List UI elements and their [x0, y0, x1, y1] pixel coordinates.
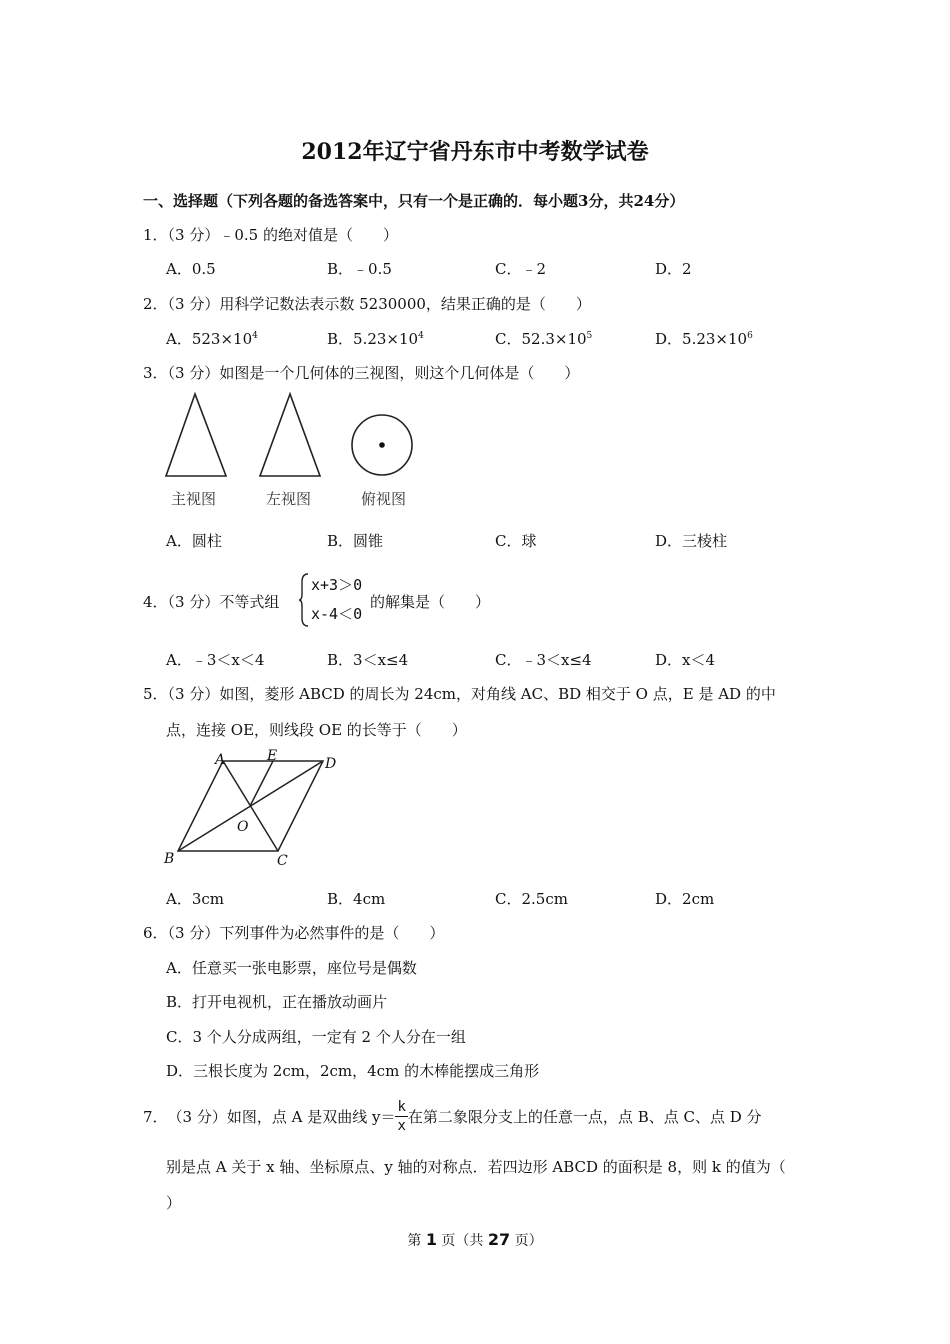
q1-option-d: D．2 [655, 260, 692, 278]
question-stem: 如图，点 A 是双曲线 y＝ [226, 1108, 396, 1126]
point-a-label: A [215, 752, 226, 768]
point-b-label: B [164, 851, 175, 867]
question-stem: 如图，菱形 ABCD 的周长为 24cm，对角线 AC、BD 相交于 O 点，E 是 AD 的中 [219, 685, 776, 703]
question-score: （3 分） [167, 364, 220, 382]
question-number: 3． [143, 364, 168, 382]
question-score: （3 分） [167, 1108, 227, 1126]
q2-option-d: D．$5.23\times 10^6$ [655, 330, 753, 348]
top-view-label: 俯视图 [361, 490, 407, 508]
question-score: （3 分） [167, 924, 220, 942]
question-score: （3 分） [167, 593, 220, 611]
point-e-label: E [267, 748, 278, 764]
question-score: （3 分） [167, 295, 220, 313]
q1-option-a: A．0.5 [166, 260, 216, 278]
q6-option-d: D．三根长度为 2cm，2cm，4cm 的木棒能摆成三角形 [166, 1062, 540, 1080]
question-number: 1． [143, 226, 168, 244]
q3-option-d: D．三棱柱 [655, 532, 728, 550]
front-view-triangle [166, 394, 226, 476]
top-view-center-dot [379, 442, 385, 448]
q1-option-c: C．﹣2 [495, 260, 547, 278]
question-number: 2． [143, 295, 168, 313]
question-stem-line3: ） [166, 1194, 182, 1212]
q2-option-c: C．$52.3\times 10^5$ [495, 330, 593, 348]
fraction-k-over-x: $\frac{k}{x}$ [397, 1099, 406, 1134]
question-number: 7． [143, 1108, 168, 1126]
page-footer: 第 1 页（共 27 页） [407, 1230, 543, 1249]
q5-option-c: C．2.5cm [495, 890, 568, 908]
question-3 [143, 362, 579, 383]
three-views-figure [160, 388, 430, 483]
question-stem: 不等式组 [219, 593, 280, 611]
q4-option-d: D．x＜4 [655, 651, 716, 669]
total-pages: 27 [487, 1230, 511, 1249]
q3-option-c: C．球 [495, 532, 537, 550]
q4-option-a: A．﹣3＜x＜4 [166, 651, 265, 669]
side-view-label: 左视图 [266, 490, 312, 508]
question-number: 4． [143, 593, 168, 611]
question-1 [143, 224, 398, 245]
question-4 [143, 591, 279, 612]
side-view-triangle [260, 394, 320, 476]
system-brace [298, 572, 310, 628]
question-score: （3 分） [167, 226, 220, 244]
point-o-label: O [237, 819, 249, 835]
front-view-label: 主视图 [171, 490, 217, 508]
question-number: 6． [143, 924, 168, 942]
q6-option-a: A．任意买一张电影票，座位号是偶数 [166, 959, 417, 977]
question-number: 5． [143, 685, 168, 703]
question-stem: 用科学记数法表示数 5230000，结果正确的是（ ） [219, 295, 591, 313]
point-c-label: C [277, 853, 288, 869]
q5-option-d: D．2cm [655, 890, 715, 908]
page-number: 1 [425, 1230, 437, 1249]
q3-option-a: A．圆柱 [166, 532, 222, 550]
question-stem: 如图是一个几何体的三视图，则这个几何体是（ ） [219, 364, 580, 382]
question-stem-cont: 在第二象限分支上的任意一点，点 B、点 C、点 D 分 [407, 1108, 762, 1126]
question-stem: 下列事件为必然事件的是（ ） [219, 924, 445, 942]
question-stem-line2: 别是点 A 关于 x 轴、坐标原点、y 轴的对称点．若四边形 ABCD 的面积是 8，则 k 的值为（ [166, 1158, 786, 1176]
section-heading: 一、选择题（下列各题的备选答案中，只有一个是正确的．每小题3分，共24分） [143, 192, 685, 210]
q1-option-b: B．﹣0.5 [327, 260, 392, 278]
q4-option-b: B．3＜x≤4 [327, 651, 409, 669]
q5-option-b: B．4cm [327, 890, 386, 908]
question-stem: ﹣0.5 的绝对值是（ ） [219, 226, 398, 244]
q5-option-a: A．3cm [166, 890, 225, 908]
inequality-2: x-4＜0 [311, 605, 363, 623]
inequality-1: x+3＞0 [311, 576, 363, 594]
rhombus-figure [158, 748, 348, 873]
question-2 [143, 293, 591, 314]
question-5 [143, 683, 776, 704]
question-score: （3 分） [167, 685, 220, 703]
q3-option-b: B．圆锥 [327, 532, 384, 550]
q6-option-c: C．3 个人分成两组，一定有 2 个人分在一组 [166, 1028, 466, 1046]
q6-option-b: B．打开电视机，正在播放动画片 [166, 993, 388, 1011]
q2-option-b: B．$5.23\times 10^4$ [327, 330, 424, 348]
question-7 [143, 1098, 762, 1135]
question-stem-end: 的解集是（ ） [370, 593, 491, 611]
question-stem-line2: 点，连接 OE，则线段 OE 的长等于（ ） [166, 721, 467, 739]
question-6 [143, 922, 444, 943]
q2-option-a: A．$523\times 10^4$ [166, 330, 258, 348]
q4-option-c: C．﹣3＜x≤4 [495, 651, 592, 669]
page-title: 2012年辽宁省丹东市中考数学试卷 [301, 139, 649, 165]
point-d-label: D [325, 756, 337, 772]
